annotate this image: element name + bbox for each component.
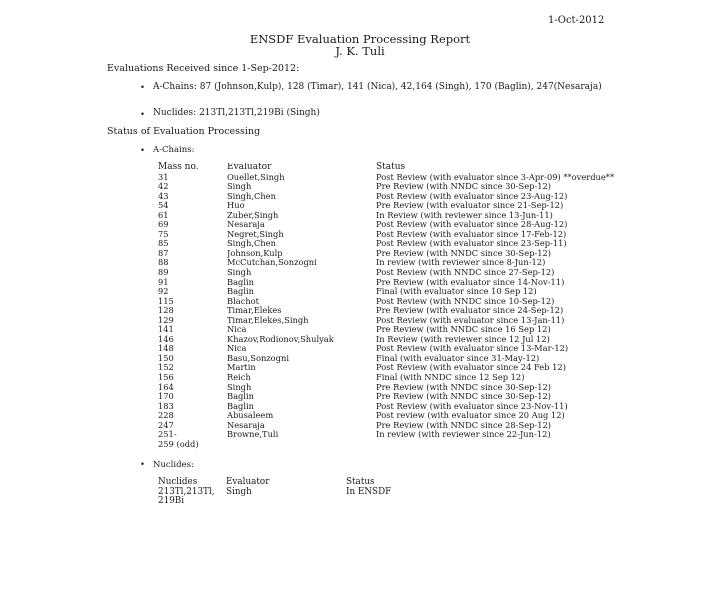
evaluator-cell: Baglin [227, 277, 255, 287]
status-cell: Post Review (with evaluator since 28-Aug-12) [376, 219, 568, 230]
status-cell: Pre Review (with evaluator since 14-Nov-11) [376, 276, 565, 287]
status-heading: Status of Evaluation Processing [107, 126, 261, 137]
mass-number-cell: 89 [158, 267, 169, 278]
evaluator-cell: Timar,Elekes,Singh [227, 315, 309, 325]
status-cell: Post Review (with evaluator since 17-Feb-12) [376, 228, 567, 239]
evaluator-cell [227, 440, 376, 450]
status-cell: Post review (with evaluator since 20 Aug 12) [376, 410, 565, 421]
mass-number-cell: 156 [158, 372, 174, 383]
evaluator-cell: Basu,Sonzogni [227, 353, 289, 363]
mass-number-cell: 43 [158, 190, 169, 201]
evaluator-cell: Huo [227, 201, 245, 211]
status-cell: Final (with evaluator since 10 Sep 12) [376, 286, 537, 297]
evaluator-cell: Singh [227, 382, 252, 392]
status-cell: Pre Review (with NNDC since 16 Sep 12) [376, 324, 551, 335]
status-cell: Post Review (with NNDC since 10-Sep-12) [376, 295, 555, 306]
received-nuclides: Nuclides: 213Tl,213Tl,219Bi (Singh) [153, 108, 320, 118]
mass-number-cell: 247 [158, 419, 174, 430]
table-row [158, 430, 706, 440]
evaluator-cell: Zuber,Singh [227, 210, 279, 220]
mass-number-cell: 251- [158, 429, 177, 440]
status-cell: In review (with reviewer since 8-Jun-12) [376, 257, 546, 268]
evaluator-cell: Nica [227, 325, 247, 335]
status-cell: Pre Review (with evaluator since 21-Sep-12) [376, 200, 564, 211]
mass-number-cell: 87 [158, 247, 169, 258]
status-cell: Pre Review (with NNDC since 30-Sep-12) [376, 181, 552, 192]
status-cell: Post Review (with evaluator since 13-Mar-12) [376, 343, 569, 354]
mass-number-cell: 91 [158, 276, 169, 287]
mass-number-cell: 128 [158, 305, 174, 316]
column-header: Evaluator [227, 163, 272, 172]
status-cell: Pre Review (with NNDC since 30-Sep-12) [376, 247, 552, 258]
status-cell: Pre Review (with NNDC since 28-Sep-12) [376, 419, 552, 430]
status-cell: Post Review (with evaluator since 13-Jan-11) [376, 314, 565, 325]
nuclide-cell: 213Tl,213Tl, [158, 486, 215, 497]
evaluator-cell: Nica [227, 344, 247, 354]
status-cell: Final (with NNDC since 12 Sep 12) [376, 372, 525, 383]
evaluator-cell: McCutchan,Sonzogni [227, 258, 317, 268]
status-cell: Post Review (with evaluator since 24 Feb 12) [376, 362, 566, 373]
table-row [158, 440, 706, 450]
table-row [158, 488, 391, 498]
report-title-block [0, 33, 720, 57]
evaluator-cell: Baglin [227, 401, 255, 411]
mass-number-cell: 54 [158, 200, 169, 211]
status-cell: Post Review (with evaluator since 23-Sep-11) [376, 238, 567, 249]
bullet-icon: • [140, 83, 146, 93]
achains-table [158, 163, 706, 449]
status-cell: In Review (with reviewer since 13-Jun-11) [376, 209, 553, 220]
status-cell: In ENSDF [346, 486, 392, 497]
evaluator-cell [226, 497, 346, 507]
bullet-icon: • [140, 146, 146, 156]
received-heading: Evaluations Received since 1-Sep-2012: [107, 63, 300, 74]
column-header: Nuclides [158, 477, 198, 487]
evaluator-cell: Nesaraja [227, 420, 265, 430]
status-cell: Post Review (with evaluator since 3-Apr-09) **overdue** [376, 171, 615, 182]
evaluator-cell: Negret,Singh [227, 229, 284, 239]
evaluator-cell: Blachot [227, 296, 260, 306]
status-cell: Post Review (with NNDC since 27-Sep-12) [376, 267, 555, 278]
mass-number-cell: 148 [158, 343, 174, 354]
mass-number-cell: 85 [158, 238, 169, 249]
status-cell: Post Review (with evaluator since 23-Aug-12) [376, 190, 568, 201]
mass-number-cell: 183 [158, 400, 174, 411]
status-cell: Pre Review (with NNDC since 30-Sep-12) [376, 391, 552, 402]
mass-number-cell: 115 [158, 295, 174, 306]
evaluator-cell: Singh [227, 182, 252, 192]
evaluator-cell: Khazov,Rodionov,Shulyak [227, 334, 334, 344]
mass-number-cell: 75 [158, 228, 169, 239]
report-date: 1-Oct-2012 [548, 15, 605, 26]
mass-number-cell: 92 [158, 286, 169, 297]
nuclides-label: Nuclides: [153, 460, 194, 470]
evaluator-cell: Singh [227, 268, 252, 278]
bullet-icon: • [140, 110, 146, 120]
mass-number-cell: 31 [158, 171, 169, 182]
status-cell [376, 440, 706, 450]
column-header: Mass no. [158, 162, 199, 172]
evaluator-cell: Johnson,Kulp [227, 248, 283, 258]
mass-number-cell: 170 [158, 391, 174, 402]
evaluator-cell: Reich [227, 373, 251, 383]
evaluator-cell: Abusaleem [227, 411, 274, 421]
mass-number-cell: 228 [158, 410, 174, 421]
mass-number-cell: 42 [158, 181, 169, 192]
evaluator-cell: Baglin [227, 287, 255, 297]
table-row [158, 497, 391, 507]
evaluator-cell: Nesaraja [227, 220, 265, 230]
mass-number-cell: 141 [158, 324, 174, 335]
received-achains: A-Chains: 87 (Johnson,Kulp), 128 (Timar), 141 (Nica), 42,164 (Singh), 170 (Baglin), 247(Nesaraja) [153, 82, 602, 92]
nuclide-cell: 219Bi [158, 496, 185, 507]
bullet-icon: • [140, 460, 146, 470]
evaluator-cell: Singh,Chen [227, 191, 276, 201]
mass-number-cell: 69 [158, 219, 169, 230]
status-cell: Final (with evaluator since 31-May-12) [376, 352, 540, 363]
evaluator-cell: Martin [227, 363, 256, 373]
mass-number-cell: 150 [158, 352, 174, 363]
mass-number-cell: 146 [158, 333, 174, 344]
status-cell: Pre Review (with NNDC since 30-Sep-12) [376, 381, 552, 392]
mass-number-cell: 61 [158, 209, 169, 220]
evaluator-cell: Singh,Chen [227, 239, 276, 249]
column-header: Status [346, 477, 375, 487]
mass-number-cell: 88 [158, 257, 169, 268]
report-title: ENSDF Evaluation Processing Report [249, 32, 471, 46]
mass-number-cell: 129 [158, 314, 174, 325]
report-author: J. K. Tuli [335, 44, 385, 58]
status-cell: In review (with reviewer since 22-Jun-12) [376, 429, 551, 440]
mass-number-cell: 152 [158, 362, 174, 373]
status-cell: Post Review (with evaluator since 23-Nov-11) [376, 400, 568, 411]
achains-label: A-Chains: [153, 145, 195, 155]
mass-number-cell: 164 [158, 381, 174, 392]
evaluator-cell: Ouellet,Singh [227, 172, 285, 182]
column-header: Status [376, 162, 406, 172]
status-cell: In Review (with reviewer since 12 Jul 12) [376, 333, 550, 344]
mass-number-cell: 259 (odd) [158, 438, 199, 449]
evaluator-cell: Browne,Tuli [227, 430, 279, 440]
nuclides-table [158, 478, 391, 507]
column-header: Evaluator [226, 477, 270, 487]
status-cell: Pre Review (with evaluator since 24-Sep-12) [376, 305, 564, 316]
evaluator-cell: Baglin [227, 392, 255, 402]
evaluator-cell: Timar,Elekes [227, 306, 282, 316]
evaluator-cell: Singh [226, 486, 252, 497]
